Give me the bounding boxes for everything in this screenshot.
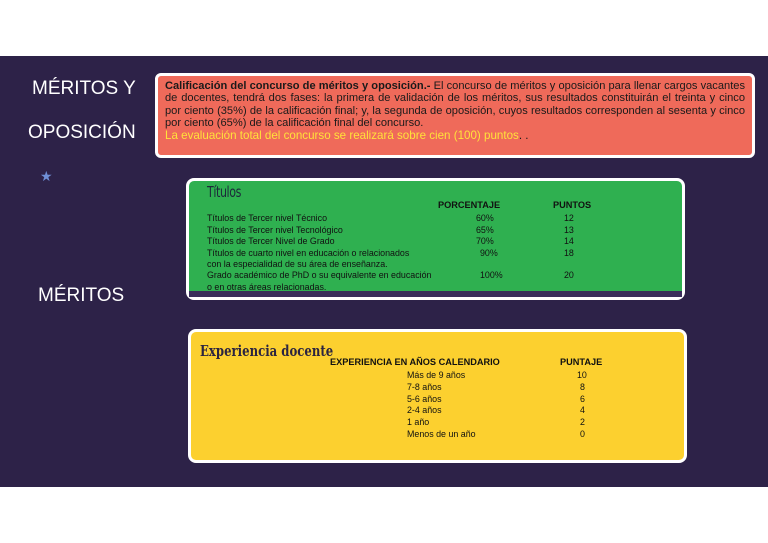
experiencia-title: Experiencia docente bbox=[200, 342, 334, 360]
titulos-row-percent: 65% bbox=[476, 225, 494, 235]
experiencia-col-years: EXPERIENCIA EN AÑOS CALENDARIO bbox=[330, 357, 500, 367]
titulos-row-percent: 90% bbox=[480, 248, 498, 258]
experiencia-row-years: 7-8 años bbox=[407, 382, 442, 392]
titulos-row-points: 13 bbox=[564, 225, 574, 235]
experiencia-row-score: 0 bbox=[580, 429, 585, 439]
titulos-row-points: 14 bbox=[564, 236, 574, 246]
experiencia-row-years: 1 año bbox=[407, 417, 430, 427]
titulos-col-points: PUNTOS bbox=[553, 200, 592, 210]
titulos-row-label: Grado académico de PhD o su equivalente en educación bbox=[207, 270, 432, 280]
titulos-row-points: 18 bbox=[564, 248, 574, 258]
intro-text: El concurso de méritos y oposición para llenar cargos vacantes de docentes, tendrá dos fases: la primera de validación de los méritos, sus resultados constituirán el treinta y cinco por ciento (35%) de la calificación final; y, la segunda de oposición, cuyos resultados corresponden al sesenta y cinco por ciento (65%) de la calificación final del concurso. bbox=[165, 80, 745, 130]
experiencia-row-score: 8 bbox=[580, 382, 585, 392]
experiencia-row-score: 4 bbox=[580, 405, 585, 415]
intro-highlight-tail: . . bbox=[518, 128, 529, 142]
title-line-1: MÉRITOS Y bbox=[32, 78, 136, 99]
intro-box bbox=[155, 73, 755, 158]
titulos-col-percent: PORCENTAJE bbox=[438, 200, 501, 210]
experiencia-row-years: 5-6 años bbox=[407, 394, 442, 404]
experiencia-box bbox=[188, 329, 687, 463]
experiencia-row-years: Menos de un año bbox=[407, 429, 476, 439]
experiencia-row-score: 2 bbox=[580, 417, 585, 427]
titulos-row-label: Títulos de Tercer nivel Tecnológico bbox=[207, 225, 343, 235]
titulos-row-label-cont: o en otras áreas relacionadas. bbox=[207, 282, 327, 292]
experiencia-row-score: 10 bbox=[577, 370, 587, 380]
section-label-meritos: MÉRITOS bbox=[38, 285, 125, 306]
titulos-row-points: 20 bbox=[564, 270, 574, 280]
star-icon: ★ bbox=[40, 168, 53, 184]
titulos-title: Títulos bbox=[207, 183, 241, 201]
titulos-row-percent: 60% bbox=[476, 213, 494, 223]
intro-highlight-line bbox=[165, 130, 745, 142]
experiencia-row-score: 6 bbox=[580, 394, 585, 404]
title-line-2: OPOSICIÓN bbox=[28, 122, 136, 143]
titulos-row-points: 12 bbox=[564, 213, 574, 223]
titulos-row-label: Títulos de Tercer Nivel de Grado bbox=[207, 236, 335, 246]
titulos-row-percent: 100% bbox=[480, 270, 503, 280]
titulos-row-percent: 70% bbox=[476, 236, 494, 246]
titulos-box bbox=[186, 178, 685, 300]
intro-bold-lead: Calificación del concurso de méritos y oposición.- bbox=[165, 80, 431, 92]
experiencia-row-years: 2-4 años bbox=[407, 405, 442, 415]
intro-highlight: La evaluación total del concurso se realizará sobre cien (100) puntos bbox=[165, 128, 519, 142]
slide bbox=[0, 56, 768, 487]
titulos-row-label: Títulos de Tercer nivel Técnico bbox=[207, 213, 328, 223]
experiencia-row-years: Más de 9 años bbox=[407, 370, 466, 380]
experiencia-col-score: PUNTAJE bbox=[560, 357, 603, 367]
titulos-row-label-cont: con la especialidad de su área de enseñanza. bbox=[207, 259, 388, 269]
titulos-row-label: Títulos de cuarto nivel en educación o relacionados bbox=[207, 248, 410, 258]
